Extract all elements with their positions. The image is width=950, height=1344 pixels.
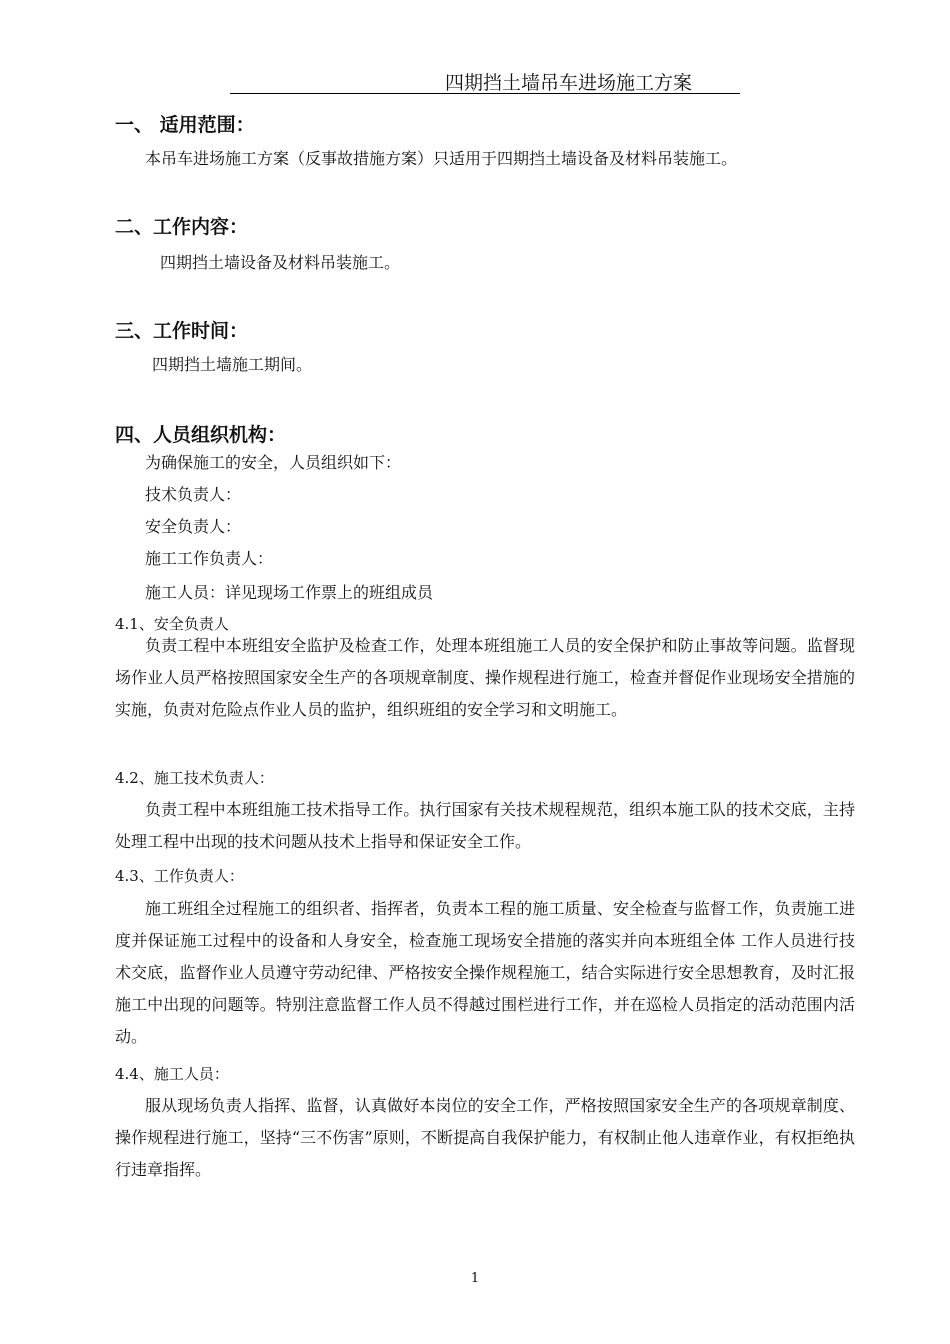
safety-lead-line: 安全负责人：: [145, 517, 242, 536]
section-1-heading: 一、 适用范围：: [115, 114, 255, 136]
subsection-4-1-text: 负责工程中本班组安全监护及检查工作，处理本班组施工人员的安全保护和防止事故等问题。监督现场作业人员严格按照国家安全生产的各项规章制度、操作规程进行施工，检查并督促作业现场安全措施的实施，负责对危险点作业人员的监护，组织班组的安全学习和文明施工。: [115, 636, 855, 719]
title-underline: [230, 93, 740, 94]
section-3-text: 四期挡土墙施工期间。: [152, 355, 313, 374]
subsection-4-4-text: 服从现场负责人指挥、监督，认真做好本岗位的安全工作，严格按照国家安全生产的各项规章制度、操作规程进行施工，坚持“三不伤害”原则，不断提高自我保护能力，有权制止他人违章作业，有权拒绝执行违章指挥。: [115, 1096, 855, 1179]
section-1-text: 本吊车进场施工方案（反事故措施方案）只适用于四期挡土墙设备及材料吊装施工。: [145, 149, 738, 168]
subsection-4-2-label: 4.2、施工技术负责人：: [115, 769, 274, 787]
subsection-4-3-label: 4.3、工作负责人：: [115, 867, 244, 885]
subsection-4-3-text: 施工班组全过程施工的组织者、指挥者，负责本工程的施工质量、安全检查与监督工作，负责施工进度并保证施工过程中的设备和人身安全，检查施工现场安全措施的落实并向本班组全体 工作人员进行技术交底，监督作业人员遵守劳动纪律、严格按安全操作规程施工，结合实际进行安全思想教育，及时汇报施工中出现的问题等。特别注意监督工作人员不得越过围栏进行工作，并在巡检人员指定的活动范围内活动。: [115, 899, 855, 1046]
subsection-4-4-label: 4.4、施工人员：: [115, 1065, 229, 1083]
page-number: 1: [470, 1271, 480, 1286]
personnel-intro: 为确保施工的安全，人员组织如下：: [145, 453, 402, 472]
workers-line: 施工人员：详见现场工作票上的班组成员: [145, 583, 434, 602]
work-lead-line: 施工工作负责人：: [145, 549, 274, 568]
subsection-4-2-text: 负责工程中本班组施工技术指导工作。执行国家有关技术规程规范，组织本施工队的技术交底，主持处理工程中出现的技术问题从技术上指导和保证安全工作。: [115, 800, 855, 851]
section-3-heading: 三、工作时间：: [115, 320, 249, 342]
tech-lead-line: 技术负责人：: [145, 485, 242, 504]
section-2-text: 四期挡土墙设备及材料吊装施工。: [160, 253, 401, 272]
section-4-heading: 四、人员组织机构：: [115, 424, 287, 446]
subsection-4-1-label: 4.1、安全负责人: [115, 615, 229, 633]
section-2-heading: 二、工作内容：: [115, 216, 249, 238]
document-title: 四期挡土墙吊车进场施工方案: [445, 72, 693, 94]
title-block: [230, 66, 740, 96]
